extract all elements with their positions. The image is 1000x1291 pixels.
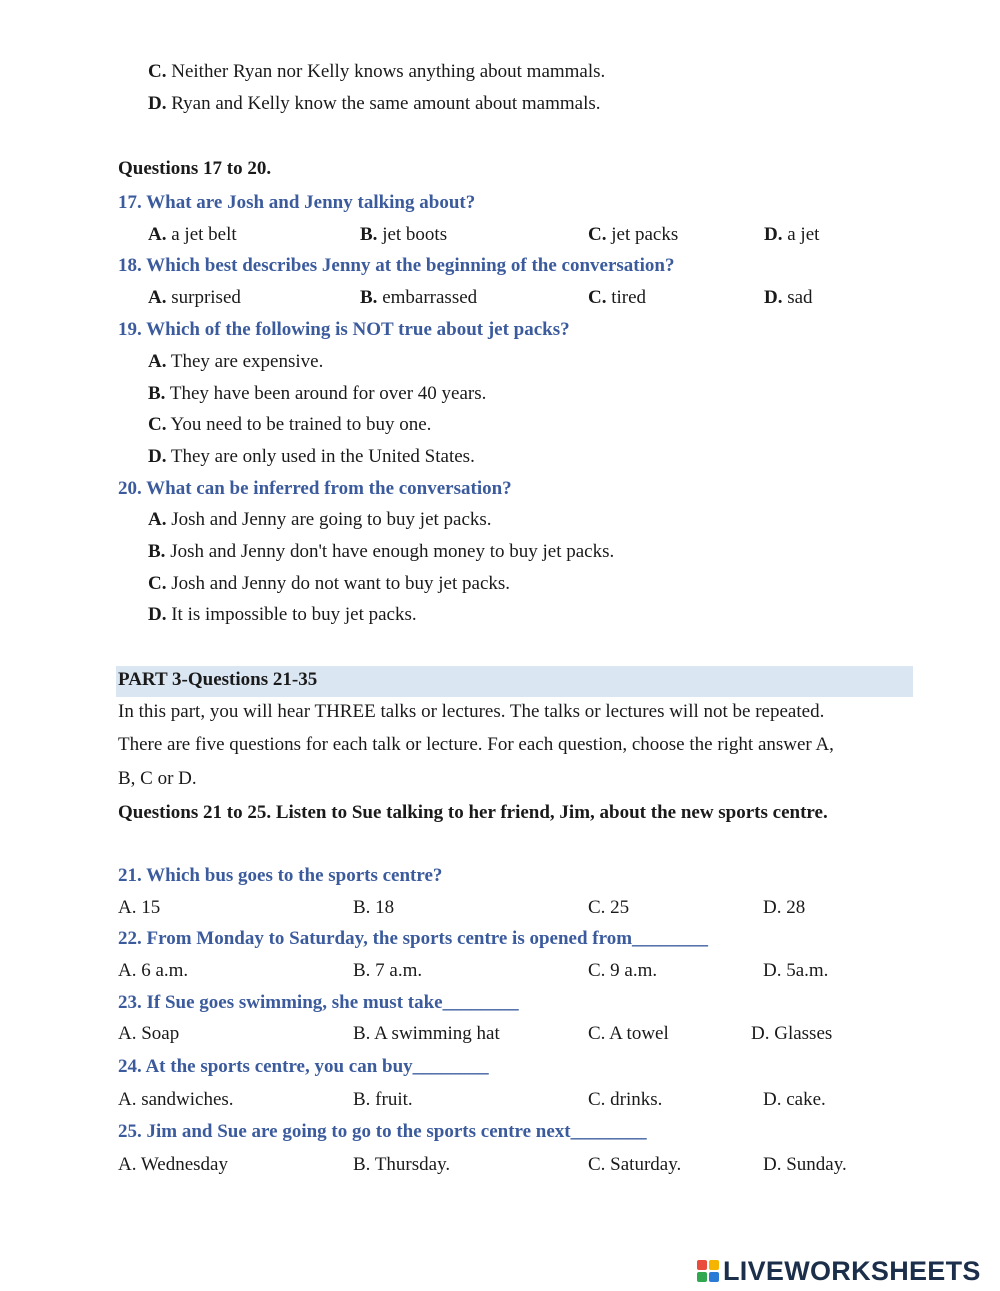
part3-intro-line-2: There are five questions for each talk or lecture. For each question, choose the right answer A,: [118, 734, 834, 755]
logo-text: LIVEWORKSHEETS: [723, 1255, 981, 1286]
option-c[interactable]: C. Josh and Jenny do not want to buy jet packs.: [148, 573, 511, 594]
question-24-options: [0, 1088, 1000, 1112]
option-a[interactable]: A. Josh and Jenny are going to buy jet packs.: [148, 509, 492, 530]
option-b[interactable]: B. They have been around for over 40 years.: [148, 383, 487, 404]
option-d[interactable]: D. a jet: [764, 224, 820, 245]
option-c[interactable]: C. 25: [588, 897, 630, 918]
question-18-options: [0, 286, 1000, 310]
option-d[interactable]: D. 5a.m.: [763, 960, 829, 981]
question-25: 25. Jim and Sue are going to go to the sports centre next________: [118, 1121, 647, 1142]
option-d[interactable]: D. sad: [764, 287, 813, 308]
option-b[interactable]: B. fruit.: [353, 1089, 413, 1110]
question-25-options: [0, 1153, 1000, 1177]
question-23-options: [0, 1022, 1000, 1046]
option-b[interactable]: B. 18: [353, 897, 395, 918]
option-c[interactable]: C. jet packs: [588, 224, 679, 245]
option-c[interactable]: C. tired: [588, 287, 647, 308]
option-a[interactable]: A. Soap: [118, 1023, 180, 1044]
question-17-options: [0, 223, 1000, 247]
question-21: 21. Which bus goes to the sports centre?: [118, 865, 443, 886]
option-d[interactable]: D. They are only used in the United States.: [148, 446, 475, 467]
option-a[interactable]: A. a jet belt: [148, 224, 237, 245]
option-d[interactable]: D. cake.: [763, 1089, 826, 1110]
question-21-options: [0, 896, 1000, 920]
option-b[interactable]: B. embarrassed: [360, 287, 478, 308]
option-d[interactable]: D. Sunday.: [763, 1154, 847, 1175]
logo-square-1: [697, 1260, 707, 1270]
option-a[interactable]: A. 6 a.m.: [118, 960, 189, 981]
option-a[interactable]: A. They are expensive.: [148, 351, 324, 372]
logo-square-4: [709, 1272, 719, 1282]
option-b[interactable]: B. Josh and Jenny don't have enough money to buy jet packs.: [148, 541, 615, 562]
question-19: 19. Which of the following is NOT true about jet packs?: [118, 319, 570, 340]
question-18: 18. Which best describes Jenny at the beginning of the conversation?: [118, 255, 675, 276]
option-b[interactable]: B. 7 a.m.: [353, 960, 423, 981]
option-c[interactable]: C. You need to be trained to buy one.: [148, 414, 432, 435]
question-24: 24. At the sports centre, you can buy________: [118, 1056, 489, 1077]
logo-mark-icon: [697, 1260, 719, 1282]
question-22: 22. From Monday to Saturday, the sports centre is opened from________: [118, 928, 709, 949]
section-heading-21-25: Questions 21 to 25. Listen to Sue talking to her friend, Jim, about the new sports centre.: [118, 802, 828, 823]
option-b[interactable]: B. Thursday.: [353, 1154, 451, 1175]
question-20: 20. What can be inferred from the conversation?: [118, 478, 512, 499]
option-d[interactable]: D. Glasses: [751, 1023, 833, 1044]
option-b[interactable]: B. jet boots: [360, 224, 448, 245]
option-d: D. Ryan and Kelly know the same amount about mammals.: [148, 93, 601, 114]
part3-intro-line-1: In this part, you will hear THREE talks or lectures. The talks or lectures will not be repeated.: [118, 701, 825, 722]
option-a[interactable]: A. surprised: [148, 287, 241, 308]
section-heading-17-20: Questions 17 to 20.: [118, 158, 272, 179]
question-22-options: [0, 959, 1000, 983]
liveworksheets-logo[interactable]: [697, 1256, 981, 1286]
option-d[interactable]: D. 28: [763, 897, 806, 918]
option-a[interactable]: A. Wednesday: [118, 1154, 228, 1175]
option-c[interactable]: C. drinks.: [588, 1089, 663, 1110]
question-17: 17. What are Josh and Jenny talking about?: [118, 192, 476, 213]
question-23: 23. If Sue goes swimming, she must take________: [118, 992, 519, 1013]
option-a[interactable]: A. sandwiches.: [118, 1089, 234, 1110]
option-c: C. Neither Ryan nor Kelly knows anything about mammals.: [148, 61, 606, 82]
option-c[interactable]: C. A towel: [588, 1023, 669, 1044]
option-a[interactable]: A. 15: [118, 897, 161, 918]
option-b[interactable]: B. A swimming hat: [353, 1023, 500, 1044]
part3-intro-line-3: B, C or D.: [118, 768, 197, 789]
part3-title: PART 3-Questions 21-35: [118, 669, 318, 690]
option-c[interactable]: C. Saturday.: [588, 1154, 682, 1175]
logo-square-3: [697, 1272, 707, 1282]
option-d[interactable]: D. It is impossible to buy jet packs.: [148, 604, 417, 625]
option-c[interactable]: C. 9 a.m.: [588, 960, 658, 981]
logo-square-2: [709, 1260, 719, 1270]
